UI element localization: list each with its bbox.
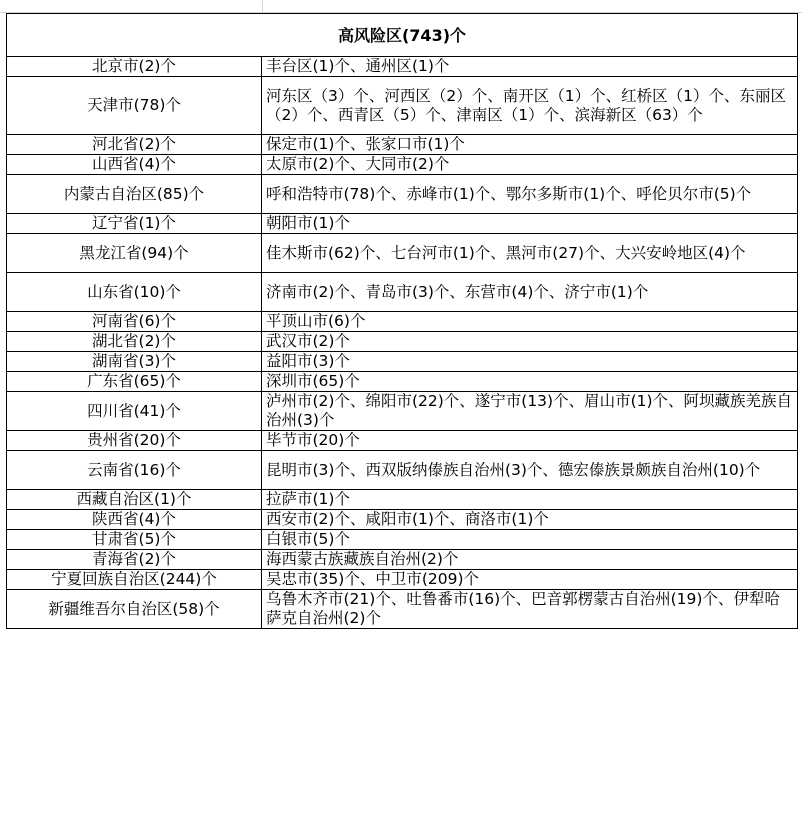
cities-cell[interactable]: 平顶山市(6)个 [262, 312, 798, 332]
cities-cell[interactable]: 白银市(5)个 [262, 530, 798, 550]
province-cell[interactable]: 黑龙江省(94)个 [7, 234, 262, 273]
province-cell[interactable]: 陕西省(4)个 [7, 510, 262, 530]
table-row [7, 490, 798, 510]
table-row [7, 550, 798, 570]
table-row [7, 312, 798, 332]
table-row [7, 214, 798, 234]
cities-cell[interactable]: 拉萨市(1)个 [262, 490, 798, 510]
cities-cell[interactable]: 毕节市(20)个 [262, 431, 798, 451]
province-cell[interactable]: 河北省(2)个 [7, 135, 262, 155]
cities-cell[interactable]: 河东区（3）个、河西区（2）个、南开区（1）个、红桥区（1）个、东丽区（2）个、西青区（5）个、津南区（1）个、滨海新区（63）个 [262, 77, 798, 135]
province-cell[interactable]: 四川省(41)个 [7, 392, 262, 431]
cities-cell[interactable]: 泸州市(2)个、绵阳市(22)个、遂宁市(13)个、眉山市(1)个、阿坝藏族羌族自治州(3)个 [262, 392, 798, 431]
province-cell[interactable]: 河南省(6)个 [7, 312, 262, 332]
table-row [7, 530, 798, 550]
cities-cell[interactable]: 昆明市(3)个、西双版纳傣族自治州(3)个、德宏傣族景颇族自治州(10)个 [262, 451, 798, 490]
table-row [7, 392, 798, 431]
table-row [7, 135, 798, 155]
province-cell[interactable]: 山西省(4)个 [7, 155, 262, 175]
province-cell[interactable]: 湖南省(3)个 [7, 352, 262, 372]
high-risk-area-table [6, 13, 798, 629]
table-row [7, 332, 798, 352]
cities-cell[interactable]: 海西蒙古族藏族自治州(2)个 [262, 550, 798, 570]
cities-cell[interactable]: 武汉市(2)个 [262, 332, 798, 352]
cities-cell[interactable]: 太原市(2)个、大同市(2)个 [262, 155, 798, 175]
table-title[interactable]: 高风险区(743)个 [7, 14, 798, 57]
province-cell[interactable]: 新疆维吾尔自治区(58)个 [7, 590, 262, 629]
table-title-row [7, 14, 798, 57]
cities-cell[interactable]: 深圳市(65)个 [262, 372, 798, 392]
cities-cell[interactable]: 益阳市(3)个 [262, 352, 798, 372]
table-row [7, 451, 798, 490]
province-cell[interactable]: 云南省(16)个 [7, 451, 262, 490]
province-cell[interactable]: 北京市(2)个 [7, 57, 262, 77]
cities-cell[interactable]: 吴忠市(35)个、中卫市(209)个 [262, 570, 798, 590]
province-cell[interactable]: 辽宁省(1)个 [7, 214, 262, 234]
cities-cell[interactable]: 呼和浩特市(78)个、赤峰市(1)个、鄂尔多斯市(1)个、呼伦贝尔市(5)个 [262, 175, 798, 214]
table-row [7, 77, 798, 135]
province-cell[interactable]: 青海省(2)个 [7, 550, 262, 570]
province-cell[interactable]: 山东省(10)个 [7, 273, 262, 312]
cities-cell[interactable]: 济南市(2)个、青岛市(3)个、东营市(4)个、济宁市(1)个 [262, 273, 798, 312]
table-row [7, 175, 798, 214]
table-row [7, 57, 798, 77]
cities-cell[interactable]: 朝阳市(1)个 [262, 214, 798, 234]
cities-cell[interactable]: 乌鲁木齐市(21)个、吐鲁番市(16)个、巴音郭楞蒙古自治州(19)个、伊犁哈萨克自治州(2)个 [262, 590, 798, 629]
table-row [7, 273, 798, 312]
province-cell[interactable]: 湖北省(2)个 [7, 332, 262, 352]
table-row [7, 352, 798, 372]
cities-cell[interactable]: 西安市(2)个、咸阳市(1)个、商洛市(1)个 [262, 510, 798, 530]
table-row [7, 510, 798, 530]
cities-cell[interactable]: 保定市(1)个、张家口市(1)个 [262, 135, 798, 155]
table-row [7, 234, 798, 273]
province-cell[interactable]: 贵州省(20)个 [7, 431, 262, 451]
table-row [7, 590, 798, 629]
table-row [7, 570, 798, 590]
table-row [7, 372, 798, 392]
cities-cell[interactable]: 丰台区(1)个、通州区(1)个 [262, 57, 798, 77]
table-row [7, 431, 798, 451]
province-cell[interactable]: 天津市(78)个 [7, 77, 262, 135]
province-cell[interactable]: 甘肃省(5)个 [7, 530, 262, 550]
province-cell[interactable]: 西藏自治区(1)个 [7, 490, 262, 510]
province-cell[interactable]: 宁夏回族自治区(244)个 [7, 570, 262, 590]
province-cell[interactable]: 广东省(65)个 [7, 372, 262, 392]
cities-cell[interactable]: 佳木斯市(62)个、七台河市(1)个、黑河市(27)个、大兴安岭地区(4)个 [262, 234, 798, 273]
province-cell[interactable]: 内蒙古自治区(85)个 [7, 175, 262, 214]
table-row [7, 155, 798, 175]
